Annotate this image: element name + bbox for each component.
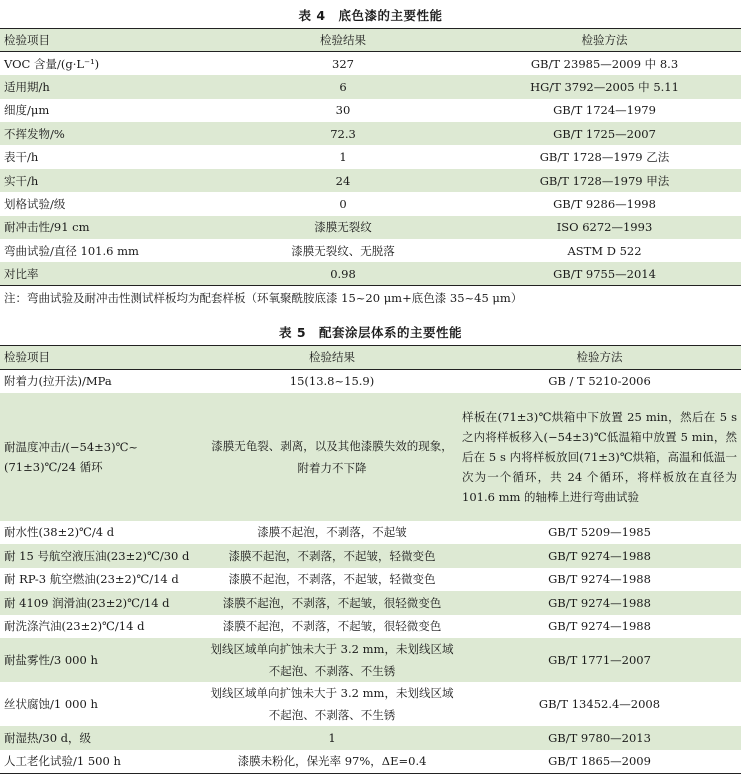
table-cell: 对比率: [0, 262, 218, 285]
table-cell: GB / T 5210-2006: [548, 374, 651, 388]
table-cell: GB/T 9286—1998: [553, 196, 656, 211]
table-cell: 15(13.8~15.9): [289, 374, 375, 388]
table-cell: 划线区域单向扩蚀未大于 3.2 mm，未划线区域不起泡、不剥落、不生锈: [206, 638, 458, 682]
table-row: [0, 638, 741, 682]
table-cell: VOC 含量/(g·L⁻¹): [4, 56, 100, 71]
table4-header-row: [0, 29, 741, 52]
table-cell: 耐水性(38±2)℃/4 d: [4, 525, 115, 540]
table-cell: 327: [332, 56, 354, 71]
table-row: [0, 169, 741, 192]
table-row: [0, 591, 741, 615]
table4-note: 注：弯曲试验及耐冲击性测试样板均为配套样板（环氧聚酰胺底漆 15~20 μm+底色漆 35~45 μm）: [4, 291, 523, 305]
table-cell: GB/T 9274—1988: [458, 544, 741, 568]
table4-header-result: 检验结果: [218, 29, 468, 52]
table-cell: 实干/h: [0, 169, 218, 192]
table-row: [0, 521, 741, 545]
table-row: [0, 99, 741, 122]
table-row: [0, 192, 741, 215]
table4-header-method: 检验方法: [468, 29, 741, 52]
table-cell: 漆膜无龟裂、剥离，以及其他漆膜失效的现象，附着力不下降: [206, 393, 458, 521]
table-cell: 漆膜不起泡，不剥落，不起皱，轻微变色: [228, 572, 436, 587]
table-cell: GB/T 13452.4—2008: [538, 697, 661, 711]
table-cell: 耐温度冲击/(−54±3)℃~(71±3)℃/24 循环: [0, 393, 206, 521]
table-cell: GB/T 9755—2014: [468, 262, 741, 285]
table-cell: HG/T 3792—2005 中 5.11: [468, 75, 741, 98]
table-cell: 1: [206, 726, 458, 750]
table-cell: 表干/h: [4, 150, 39, 165]
table-cell: 6: [218, 75, 468, 98]
table-row: [0, 750, 741, 774]
table-cell: 30: [335, 103, 351, 118]
table-cell: GB/T 9274—1988: [458, 591, 741, 615]
table5-header-method: 检验方法: [458, 346, 741, 370]
table-cell: 划格试验/级: [4, 196, 66, 211]
table-cell: 耐 15 号航空液压油(23±2)℃/30 d: [0, 544, 206, 568]
table-row: [0, 726, 741, 750]
table-cell: 附着力(拉开法)/MPa: [4, 374, 112, 388]
table-cell: 1: [339, 150, 347, 165]
table-cell: 72.3: [218, 122, 468, 145]
table-cell: ASTM D 522: [567, 243, 642, 258]
table-cell: GB/T 1865—2009: [458, 750, 741, 774]
table-row: [0, 262, 741, 285]
table-cell: GB/T 23985—2009 中 8.3: [530, 56, 679, 71]
table-cell: ISO 6272—1993: [468, 216, 741, 239]
table-cell: 漆膜不起泡，不剥落，不起皱，轻微变色: [206, 544, 458, 568]
table-cell: 0.98: [218, 262, 468, 285]
table-cell: 漆膜未粉化，保光率 97%，ΔE=0.4: [206, 750, 458, 774]
table-cell: 耐盐雾性/3 000 h: [0, 638, 206, 682]
table-cell: 漆膜无裂纹、无脱落: [291, 243, 395, 258]
table-cell: 划线区域单向扩蚀未大于 3.2 mm，未划线区域不起泡、不剥落、不生锈: [210, 686, 454, 722]
table-row: [0, 682, 741, 726]
table-cell: 0: [339, 196, 347, 211]
table-cell: 漆膜不起泡，不剥落，不起皱，很轻微变色: [222, 619, 442, 634]
table-cell: 不挥发物/%: [0, 122, 218, 145]
table-cell: 丝状腐蚀/1 000 h: [4, 697, 98, 711]
table5-header-row: [0, 346, 741, 370]
table-cell: GB/T 1771—2007: [458, 638, 741, 682]
table-cell: GB/T 9780—2013: [458, 726, 741, 750]
table-cell: 耐湿热/30 d，级: [0, 726, 206, 750]
table-row: [0, 544, 741, 568]
table-row: [0, 145, 741, 168]
table-row: [0, 52, 741, 75]
table-cell: GB/T 1728—1979 乙法: [539, 150, 670, 165]
table-row: [0, 216, 741, 239]
table-row: [0, 369, 741, 393]
table4-header-item: 检验项目: [0, 29, 218, 52]
table-cell: 耐冲击性/91 cm: [0, 216, 218, 239]
table-cell: 漆膜不起泡，不剥落，不起皱，很轻微变色: [206, 591, 458, 615]
table-row: [0, 122, 741, 145]
table-cell: 细度/μm: [4, 103, 50, 118]
table-cell: GB/T 9274—1988: [548, 619, 651, 634]
table-cell: 耐 RP-3 航空燃油(23±2)℃/14 d: [4, 572, 179, 587]
table-row: [0, 568, 741, 592]
table-cell: 样板在(71±3)℃烘箱中下放置 25 min，然后在 5 s 之内将样板移入(−54±3)℃低温箱中放置 5 min，然后在 5 s 内将样板放回(71±3)℃烘箱，高温和低温一次为一个循环，共 24 个循环，将样板放在直径为 101.6 mm 的轴棒上进行弯曲试验: [458, 393, 741, 521]
table-cell: 弯曲试验/直径 101.6 mm: [4, 243, 139, 258]
table-cell: 人工老化试验/1 500 h: [0, 750, 206, 774]
table-cell: 漆膜不起泡，不剥落，不起皱: [257, 525, 407, 540]
table4: [0, 28, 741, 286]
table-row: [0, 393, 741, 521]
table-row: [0, 239, 741, 262]
table5-caption: 表 5 配套涂层体系的主要性能: [278, 325, 463, 340]
table-cell: 耐 4109 润滑油(23±2)℃/14 d: [0, 591, 206, 615]
table-cell: 耐洗涤汽油(23±2)℃/14 d: [4, 619, 145, 634]
table-row: [0, 615, 741, 639]
table-row: [0, 75, 741, 98]
table-cell: GB/T 9274—1988: [548, 572, 651, 587]
table-cell: 漆膜无裂纹: [218, 216, 468, 239]
table5-header-item: 检验项目: [0, 346, 206, 370]
table5-header-result: 检验结果: [206, 346, 458, 370]
table-cell: GB/T 5209—1985: [548, 525, 651, 540]
table-cell: GB/T 1728—1979 甲法: [468, 169, 741, 192]
table-cell: 24: [218, 169, 468, 192]
table-cell: GB/T 1724—1979: [553, 103, 656, 118]
table5: [0, 345, 741, 774]
table4-caption: 表 4 底色漆的主要性能: [298, 8, 443, 23]
table-cell: GB/T 1725—2007: [468, 122, 741, 145]
table-cell: 适用期/h: [0, 75, 218, 98]
